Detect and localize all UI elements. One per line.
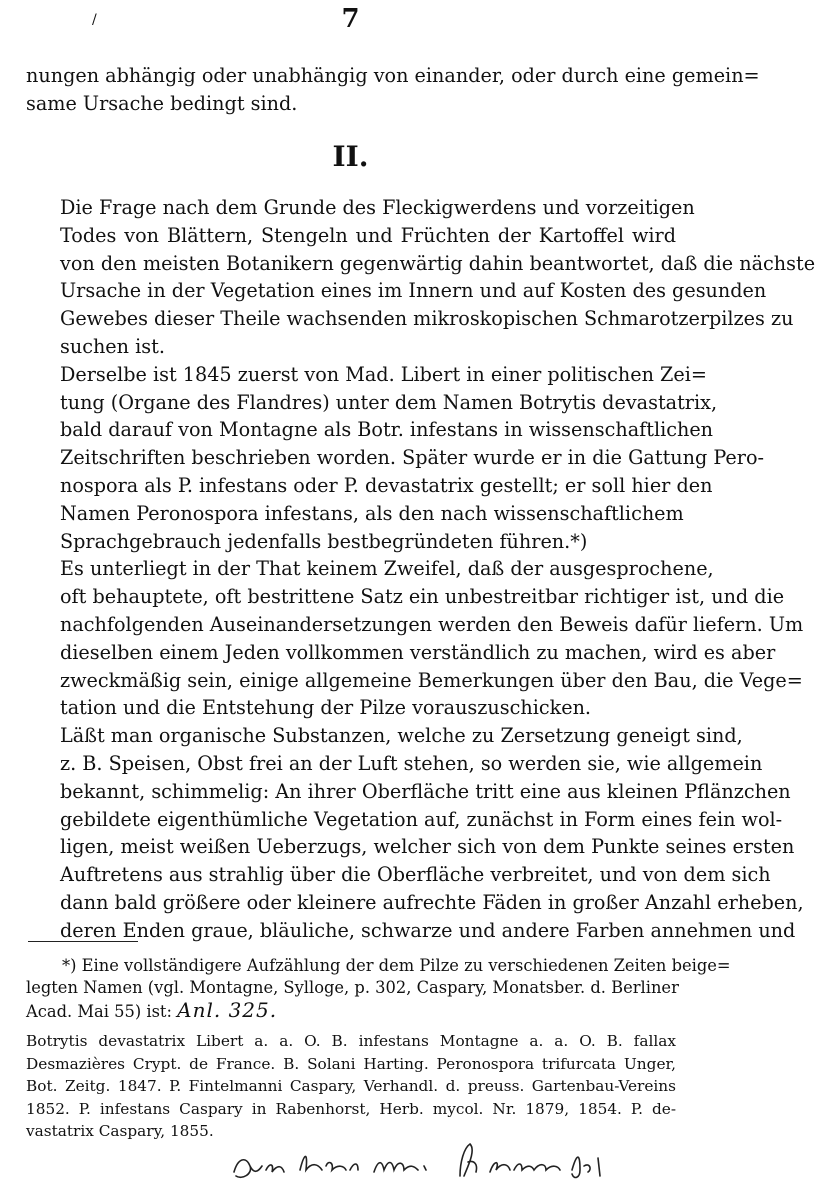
continued-text — [26, 62, 760, 118]
text-line: Läßt man organische Substanzen, welche zu Zersetzung geneigt sind, — [60, 724, 743, 748]
handwritten-note: Anl. 325. — [177, 998, 278, 1022]
text-line: nachfolgenden Auseinandersetzungen werden den Beweis dafür liefern. Um — [60, 612, 804, 636]
footnote-line: Bot. Zeitg. 1847. P. Fintelmanni Caspary, Verhandl. d. preuss. Gartenbau-Vereins — [26, 1077, 676, 1095]
text-line: bald darauf von Montagne als Botr. infestans in wissenschaftlichen — [60, 418, 714, 442]
footnote-line: vastatrix Caspary, 1855. — [26, 1122, 214, 1140]
paragraph — [26, 194, 815, 361]
text-line: Die Frage nach dem Grunde des Fleckigwerdens und vorzeitigen — [60, 196, 695, 219]
section-heading: II. — [332, 140, 369, 173]
text-line: suchen ist. — [60, 334, 165, 358]
text-line: Todes von Blättern, Stengeln und Früchten der Kartoffel wird — [60, 223, 676, 247]
footnote-line: Botrytis devastatrix Libert a. a. O. B. infestans Montagne a. a. O. B. fallax — [26, 1032, 676, 1050]
footnote — [26, 955, 731, 1023]
footnote-line — [26, 999, 676, 1023]
handwritten-signature — [228, 1136, 638, 1186]
text-line: zweckmäßig sein, einige allgemeine Bemerkungen über den Bau, die Vege= — [60, 668, 803, 692]
text-line: tation und die Entstehung der Pilze vorauszuschicken. — [60, 696, 592, 720]
text-line: same Ursache bedingt sind. — [26, 91, 298, 115]
footnote-line: 1852. P. infestans Caspary in Rabenhorst, Herb. mycol. Nr. 1879, 1854. P. de- — [26, 1099, 676, 1118]
text-line: deren Enden graue, bläuliche, schwarze und andere Farben annehmen und — [60, 918, 796, 942]
text-line: gebildete eigenthümliche Vegetation auf, zunächst in Form eines fein wol- — [60, 807, 783, 831]
text-line: ligen, meist weißen Ueberzugs, welcher sich von dem Punkte seines ersten — [60, 835, 795, 859]
footnote-divider — [28, 941, 138, 942]
footnote-line: legten Namen (vgl. Montagne, Sylloge, p. 302, Caspary, Monatsber. d. Berliner — [26, 978, 679, 997]
text-line: nungen abhängig oder unabhängig von einander, oder durch eine gemein= — [26, 64, 760, 87]
footnote-synonyms — [26, 1030, 676, 1143]
text-line: dieselben einem Jeden vollkommen verständlich zu machen, wird es aber — [60, 640, 776, 664]
page-number: 7 — [341, 4, 360, 34]
margin-tick-mark: / — [92, 12, 97, 28]
text-line: Zeitschriften beschrieben worden. Später wurde er in die Gattung Pero- — [60, 446, 764, 470]
text-line: bekannt, schimmelig: An ihrer Oberfläche tritt eine aus kleinen Pflänzchen — [60, 779, 791, 803]
text-line: Ursache in der Vegetation eines im Innern und auf Kosten des gesunden — [60, 279, 767, 303]
footnote-line: *) Eine vollständigere Aufzählung der dem Pilze zu verschiedenen Zeiten beige= — [62, 956, 731, 975]
text-line: Namen Peronospora infestans, als den nach wissenschaftlichem — [60, 501, 684, 525]
text-line: Auftretens aus strahlig über die Oberfläche verbreitet, und von dem sich — [60, 863, 771, 887]
paragraph — [26, 722, 804, 944]
text-line: Sprachgebrauch jedenfalls bestbegründeten führen.*) — [60, 529, 588, 553]
footnote-line-text: Acad. Mai 55) ist: — [26, 1002, 172, 1021]
text-line: Es unterliegt in der That keinem Zweifel, daß der ausgesprochene, — [60, 557, 714, 581]
text-line: von den meisten Botanikern gegenwärtig dahin beantwortet, daß die nächste — [60, 251, 815, 275]
footnote-line: Desmazières Crypt. de France. B. Solani Harting. Peronospora trifurcata Unger, — [26, 1054, 676, 1073]
paragraph — [26, 361, 764, 556]
paragraph — [26, 555, 804, 722]
body-text — [26, 194, 815, 945]
text-line: dann bald größere oder kleinere aufrechte Fäden in großer Anzahl erheben, — [60, 890, 804, 914]
text-line: z. B. Speisen, Obst frei an der Luft stehen, so werden sie, wie allgemein — [60, 751, 763, 775]
text-line: tung (Organe des Flandres) unter dem Namen Botrytis devastatrix, — [60, 390, 718, 414]
text-line: Gewebes dieser Theile wachsenden mikroskopischen Schmarotzerpilzes zu — [60, 307, 794, 331]
text-line: oft behauptete, oft bestrittene Satz ein unbestreitbar richtiger ist, und die — [60, 585, 785, 609]
text-line: nospora als P. infestans oder P. devastatrix gestellt; er soll hier den — [60, 473, 713, 497]
text-line: Derselbe ist 1845 zuerst von Mad. Libert in einer politischen Zei= — [60, 362, 707, 386]
